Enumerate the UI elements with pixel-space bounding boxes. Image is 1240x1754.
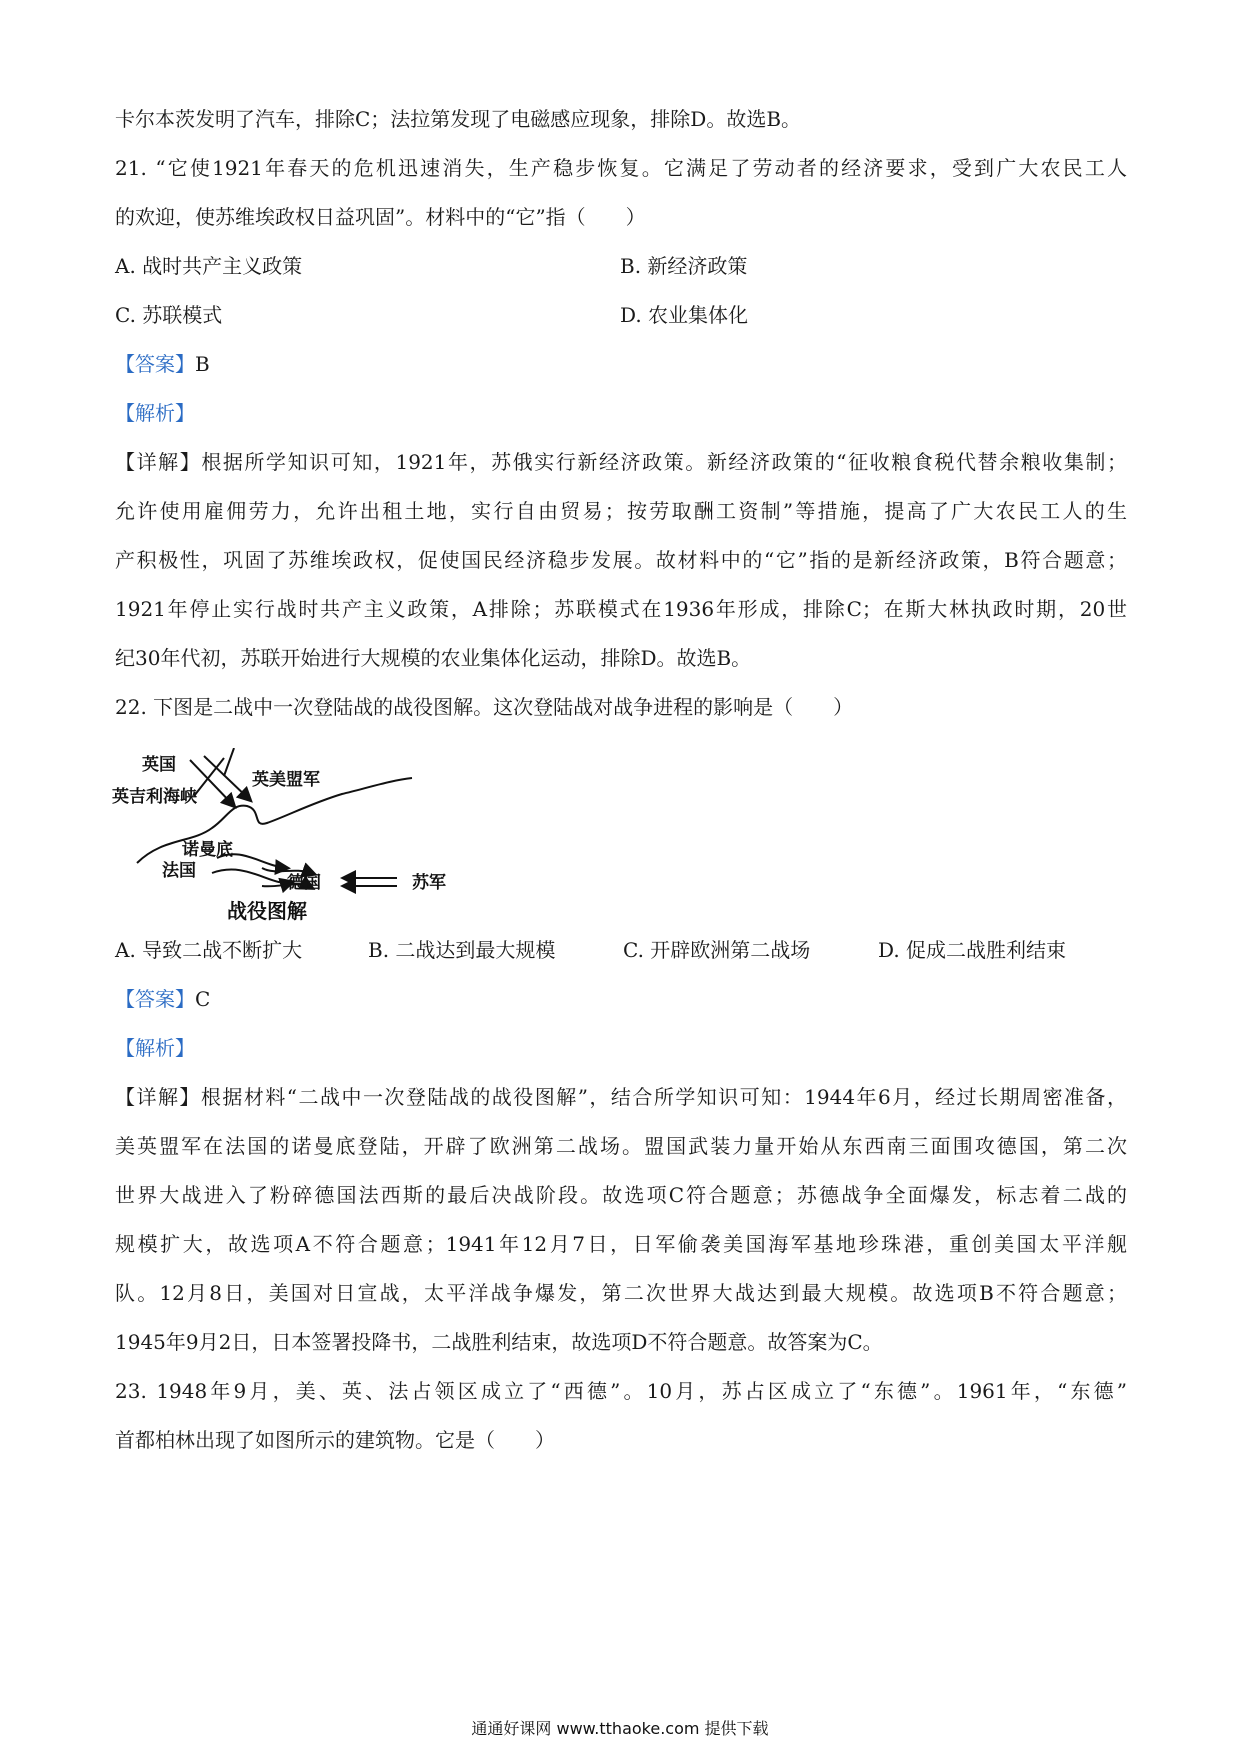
q22-analysis-tag: 【解析】 bbox=[115, 1036, 195, 1060]
q22-answer-value: C bbox=[195, 987, 211, 1011]
q21-option-d: D. 农业集体化 bbox=[620, 303, 749, 327]
q21-detail-line5: 纪30年代初，苏联开始进行大规模的农业集体化运动，排除D。故选B。 bbox=[115, 646, 752, 670]
label-france: 法国 bbox=[162, 861, 196, 881]
q22-option-a: A. 导致二战不断扩大 bbox=[115, 938, 303, 962]
q22-detail-line4: 规模扩大，故选项A不符合题意；1941年12月7日，日军偷袭美国海军基地珍珠港，重创美国太平洋舰 bbox=[115, 1232, 1127, 1256]
label-uk: 英国 bbox=[142, 755, 176, 775]
q21-answer bbox=[115, 350, 210, 378]
q21-detail-line4: 1921年停止实行战时共产主义政策，A排除；苏联模式在1936年形成，排除C；在斯大林执政时期，20世 bbox=[115, 597, 1127, 621]
prev-answer-tail: 卡尔本茨发明了汽车，排除C；法拉第发现了电磁感应现象，排除D。故选B。 bbox=[115, 107, 802, 131]
q21-option-b: B. 新经济政策 bbox=[620, 254, 748, 278]
q21-answer-value: B bbox=[195, 352, 210, 376]
q22-option-d: D. 促成二战胜利结束 bbox=[878, 938, 1067, 962]
answer-tag: 【答案】 bbox=[115, 352, 195, 376]
q21-detail-line2: 允许使用雇佣劳力，允许出租土地，实行自由贸易；按劳取酬工资制”等措施，提高了广大农民工人的生 bbox=[115, 499, 1127, 523]
q22-option-c: C. 开辟欧洲第二战场 bbox=[623, 938, 811, 962]
answer-tag: 【答案】 bbox=[115, 987, 195, 1011]
q21-option-a: A. 战时共产主义政策 bbox=[115, 254, 303, 278]
label-germany: 德国 bbox=[287, 873, 321, 893]
label-channel: 英吉利海峡 bbox=[112, 787, 197, 807]
q22-detail-line3: 世界大战进入了粉碎德国法西斯的最后决战阶段。故选项C符合题意；苏德战争全面爆发，标志着二战的 bbox=[115, 1183, 1127, 1207]
q22-answer bbox=[115, 985, 210, 1013]
q22-detail-line2: 美英盟军在法国的诺曼底登陆，开辟了欧洲第二战场。盟国武装力量开始从东西南三面围攻德国，第二次 bbox=[115, 1134, 1127, 1158]
label-allies: 英美盟军 bbox=[252, 770, 320, 790]
detail-text: 根据所学知识可知，1921年，苏俄实行新经济政策。新经济政策的“征收粮食税代替余粮收集制； bbox=[201, 450, 1128, 474]
page-footer: 通通好课网 www.tthaoke.com 提供下载 bbox=[471, 1719, 769, 1738]
label-normandy: 诺曼底 bbox=[182, 840, 233, 860]
q21-stem-line1: 21. “它使1921年春天的危机迅速消失，生产稳步恢复。它满足了劳动者的经济要求，受到广大农民工人 bbox=[115, 156, 1127, 180]
q22-detail-line6: 1945年9月2日，日本签署投降书，二战胜利结束，故选项D不符合题意。故答案为C。 bbox=[115, 1330, 883, 1354]
battle-diagram bbox=[112, 748, 512, 928]
arrow-icon bbox=[204, 756, 250, 800]
q22-option-b: B. 二战达到最大规模 bbox=[368, 938, 556, 962]
detail-tag: 【详解】 bbox=[115, 450, 202, 474]
detail-tag: 【详解】 bbox=[115, 1085, 201, 1109]
q21-option-c: C. 苏联模式 bbox=[115, 303, 223, 327]
arrow-line bbox=[224, 748, 234, 776]
q22-stem: 22. 下图是二战中一次登陆战的战役图解。这次登陆战对战争进程的影响是（ ） bbox=[115, 695, 854, 719]
q23-stem-line1: 23. 1948年9月，美、英、法占领区成立了“西德”。10月，苏占区成立了“东德”。1961年，“东德” bbox=[115, 1379, 1127, 1403]
q23-stem-line2: 首都柏林出现了如图所示的建筑物。它是（ ） bbox=[115, 1428, 555, 1452]
q22-detail-line5: 队。12月8日，美国对日宣战，太平洋战争爆发，第二次世界大战达到最大规模。故选项B不符合题意； bbox=[115, 1281, 1127, 1305]
q22-detail-line1 bbox=[115, 1083, 1127, 1111]
q21-detail-line1 bbox=[115, 448, 1127, 476]
diagram-caption: 战役图解 bbox=[227, 899, 307, 923]
q21-detail-line3: 产积极性，巩固了苏维埃政权，促使国民经济稳步发展。故材料中的“它”指的是新经济政策，B符合题意； bbox=[115, 548, 1127, 572]
q21-stem-line2: 的欢迎，使苏维埃政权日益巩固”。材料中的“它”指（ ） bbox=[115, 205, 646, 229]
label-soviet: 苏军 bbox=[412, 873, 446, 893]
q21-analysis-tag: 【解析】 bbox=[115, 401, 195, 425]
detail-text: 根据材料“二战中一次登陆战的战役图解”，结合所学知识可知：1944年6月，经过长期周密准备， bbox=[200, 1085, 1127, 1109]
